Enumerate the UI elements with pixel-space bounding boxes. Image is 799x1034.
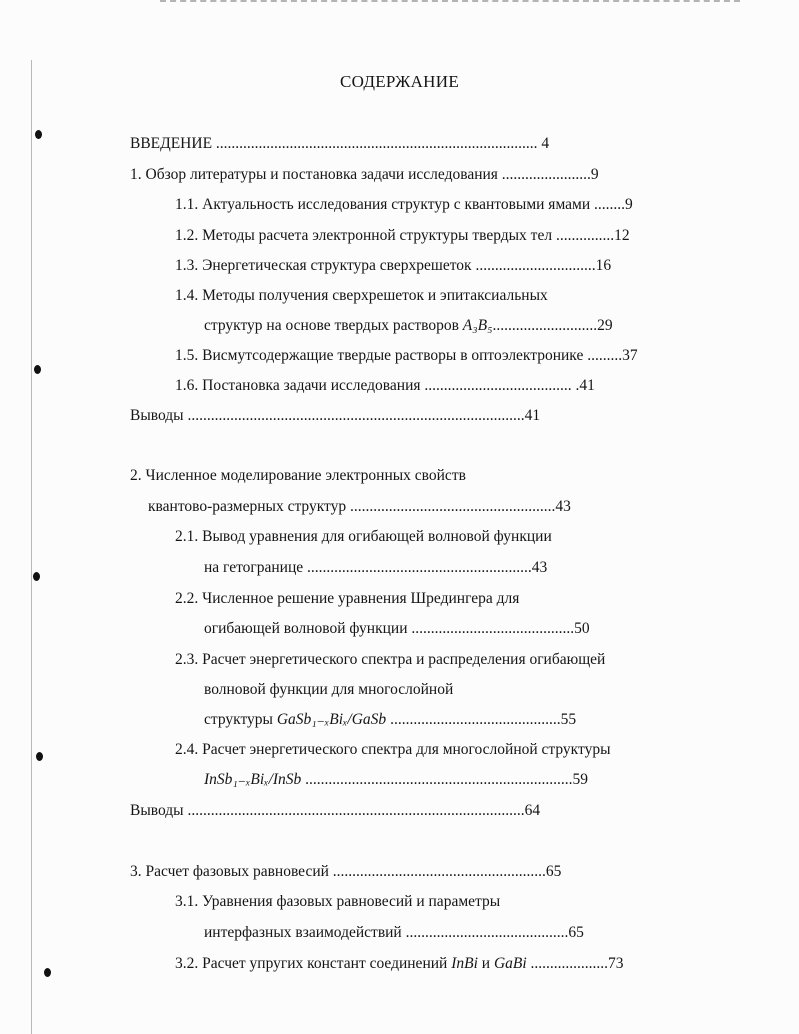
toc-entry-chapter-3: 3. Расчет фазовых равновесий .......................................................65 bbox=[130, 863, 562, 880]
toc-entry-conclusions-1: Выводы .......................................................................................41 bbox=[130, 407, 541, 424]
punch-hole-mark bbox=[44, 968, 51, 977]
scan-artifact-top bbox=[160, 0, 740, 5]
toc-entry-2-3-line2: волновой функции для многослойной bbox=[204, 681, 454, 698]
toc-entry-1-5: 1.5. Висмутсодержащие твердые растворы в оптоэлектронике .........37 bbox=[175, 347, 638, 364]
toc-entry-1-1: 1.1. Актуальность исследования структур с квантовыми ямами ........9 bbox=[175, 196, 633, 213]
toc-title: СОДЕРЖАНИЕ bbox=[339, 72, 460, 91]
binding-margin-line bbox=[31, 60, 32, 1034]
toc-entry-3-1-line2: интерфазных взаимодействий ..........................................65 bbox=[204, 924, 584, 941]
toc-entry-conclusions-2: Выводы .......................................................................................64 bbox=[130, 802, 541, 819]
toc-entry-1-2: 1.2. Методы расчета электронной структуры твердых тел ...............12 bbox=[175, 227, 630, 244]
formula-a3b5: A₃B₅ bbox=[462, 317, 493, 334]
toc-entry-2-4-line2: InSb₁₋ₓBiₓ/InSb .....................................................................59 bbox=[204, 771, 589, 788]
formula-insbbi: InSb₁₋ₓBiₓ/InSb bbox=[204, 771, 302, 788]
punch-hole-mark bbox=[36, 752, 43, 761]
toc-entry-intro: ВВЕДЕНИЕ ................................................................................... 4 bbox=[130, 135, 550, 152]
toc-entry-2-3-line1: 2.3. Расчет энергетического спектра и распределения огибающей bbox=[175, 651, 606, 668]
formula-inbi: InBi bbox=[451, 955, 478, 972]
toc-entry-2-2-line1: 2.2. Численное решение уравнения Шредингера для bbox=[175, 590, 520, 607]
formula-gabi: GaBi bbox=[493, 955, 527, 972]
toc-entry-2-4-line1: 2.4. Расчет энергетического спектра для многослойной структуры bbox=[175, 741, 611, 758]
toc-entry-1-4-line2: структур на основе твердых растворов A₃B₅...........................29 bbox=[204, 317, 613, 334]
toc-entry-chapter-2-line2: квантово-размерных структур .....................................................43 bbox=[148, 498, 571, 515]
punch-hole-mark bbox=[33, 572, 40, 581]
toc-entry-2-3-line3: структуры GaSb₁₋ₓBiₓ/GaSb ............................................55 bbox=[204, 711, 577, 728]
punch-hole-mark bbox=[35, 130, 42, 139]
punch-hole-mark bbox=[34, 365, 41, 374]
toc-entry-1-3: 1.3. Энергетическая структура сверхрешеток ...............................16 bbox=[175, 257, 612, 274]
formula-gasbbi: GaSb₁₋ₓBiₓ/GaSb bbox=[276, 711, 387, 728]
toc-entry-3-1-line1: 3.1. Уравнения фазовых равновесий и параметры bbox=[175, 893, 501, 910]
toc-entry-2-2-line2: огибающей волновой функции ..........................................50 bbox=[204, 620, 590, 637]
toc-entry-2-1-line1: 2.1. Вывод уравнения для огибающей волновой функции bbox=[175, 528, 552, 545]
toc-entry-2-1-line2: на гетогранице ..........................................................43 bbox=[204, 559, 548, 576]
toc-entry-1-6: 1.6. Постановка задачи исследования ...................................... .41 bbox=[175, 377, 595, 394]
toc-entry-3-2: 3.2. Расчет упругих констант соединений InBi и GaBi ....................73 bbox=[175, 955, 624, 972]
toc-entry-1-4-line1: 1.4. Методы получения сверхрешеток и эпитаксиальных bbox=[175, 287, 548, 304]
toc-entry-chapter-2-line1: 2. Численное моделирование электронных свойств bbox=[130, 467, 466, 484]
toc-entry-chapter-1: 1. Обзор литературы и постановка задачи исследования .......................9 bbox=[130, 166, 599, 183]
